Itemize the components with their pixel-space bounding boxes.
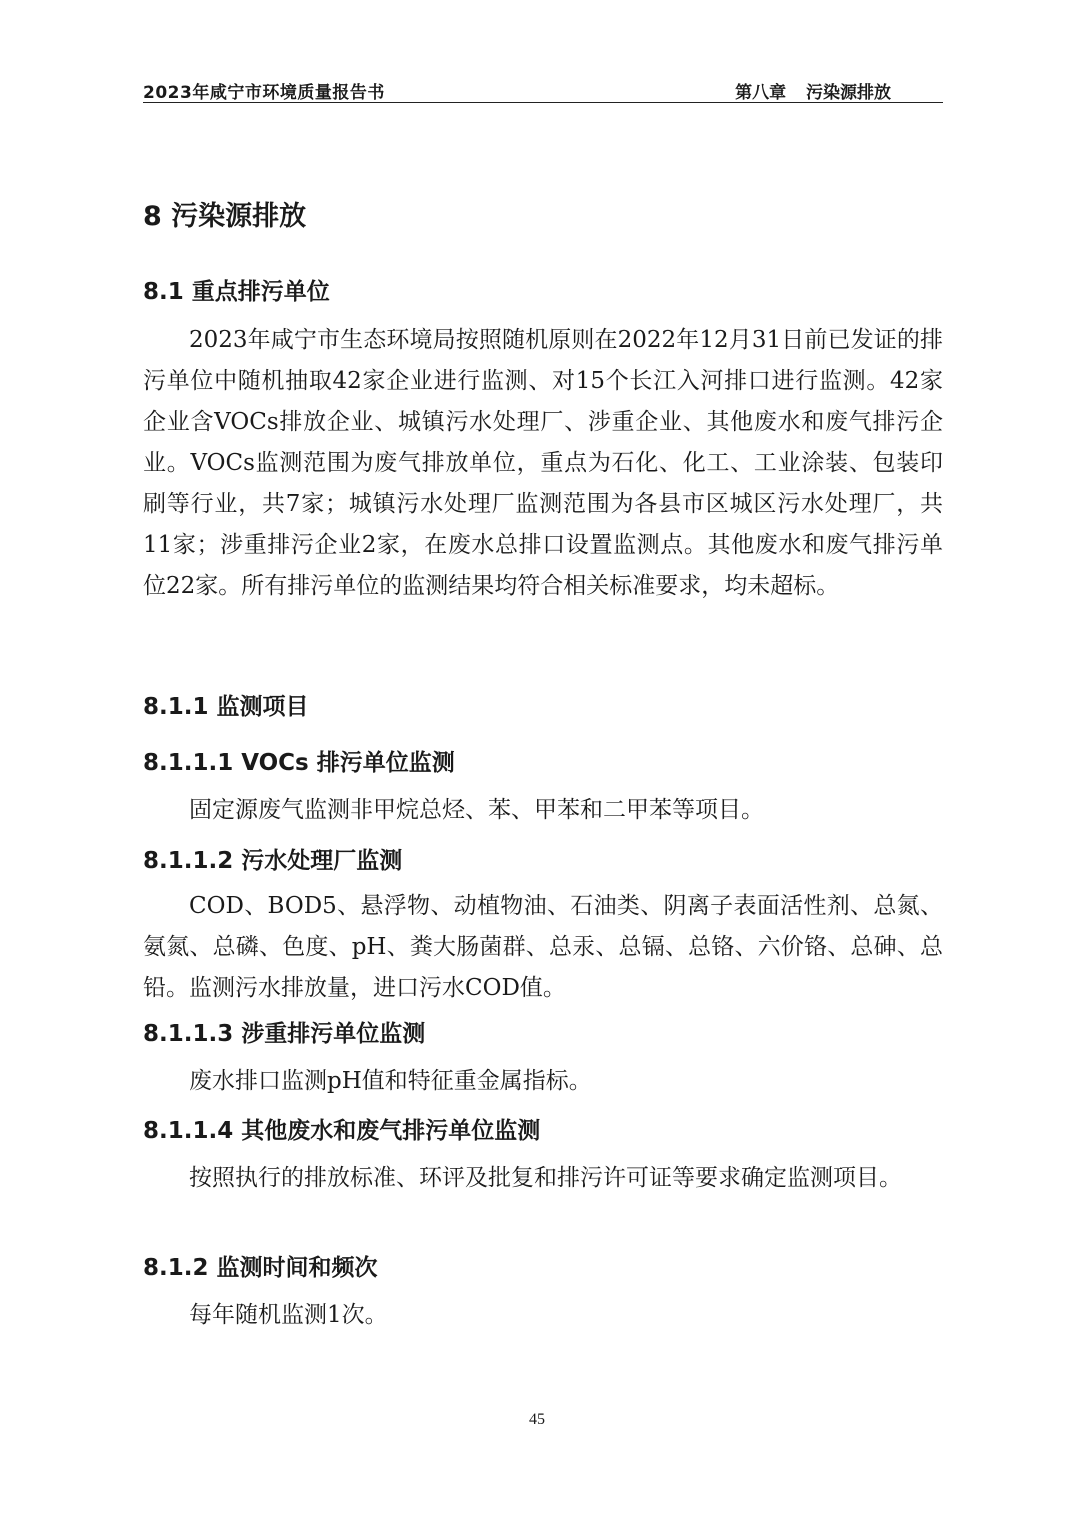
section-8-1-1-heading: 8.1.1 监测项目 — [143, 694, 309, 720]
chapter-title: 8 污染源排放 — [143, 201, 307, 232]
section-8-1-paragraph: 2023年咸宁市生态环境局按照随机原则在2022年12月31日前已发证的排污单位中随机抽取42家企业进行监测、对15个长江入河排口进行监测。42家企业含VOCs排放企业、城镇污水处理厂、涉重企业、其他废水和废气排污企业。VOCs监测范围为废气排放单位，重点为石化、化工、工业涂装、包装印刷等行业，共7家；城镇污水处理厂监测范围为各县市区城区污水处理厂，共11家；涉重排污企业2家，在废水总排口设置监测点。其他废水和废气排污单位22家。所有排污单位的监测结果均符合相关标准要求，均未超标。 — [143, 327, 943, 599]
section-8-1-2-heading: 8.1.2 监测时间和频次 — [143, 1255, 378, 1281]
header-chapter-title: 第八章 污染源排放 — [735, 83, 891, 103]
section-8-1-1-4-heading: 8.1.1.4 其他废水和废气排污单位监测 — [143, 1118, 541, 1144]
section-8-1-1-4-paragraph: 按照执行的排放标准、环评及批复和排污许可证等要求确定监测项目。 — [189, 1165, 902, 1191]
section-8-1-1-1-heading: 8.1.1.1 VOCs 排污单位监测 — [143, 750, 455, 776]
section-8-1-1-2-paragraph: COD、BOD5、悬浮物、动植物油、石油类、阴离子表面活性剂、总氮、氨氮、总磷、色度、pH、粪大肠菌群、总汞、总镉、总铬、六价铬、总砷、总铅。监测污水排放量，进口污水COD值。 — [143, 893, 943, 1001]
running-header — [143, 76, 943, 103]
section-8-1-heading: 8.1 重点排污单位 — [143, 279, 330, 305]
section-8-1-1-1-paragraph: 固定源废气监测非甲烷总烃、苯、甲苯和二甲苯等项目。 — [189, 797, 764, 823]
section-8-1-1-2-heading: 8.1.1.2 污水处理厂监测 — [143, 848, 403, 874]
section-8-1-1-3-paragraph: 废水排口监测pH值和特征重金属指标。 — [189, 1068, 592, 1094]
page-number: 45 — [529, 1411, 545, 1428]
section-8-1-1-3-heading: 8.1.1.3 涉重排污单位监测 — [143, 1021, 426, 1047]
section-8-1-2-paragraph: 每年随机监测1次。 — [189, 1302, 388, 1328]
header-report-title: 2023年咸宁市环境质量报告书 — [143, 83, 385, 103]
